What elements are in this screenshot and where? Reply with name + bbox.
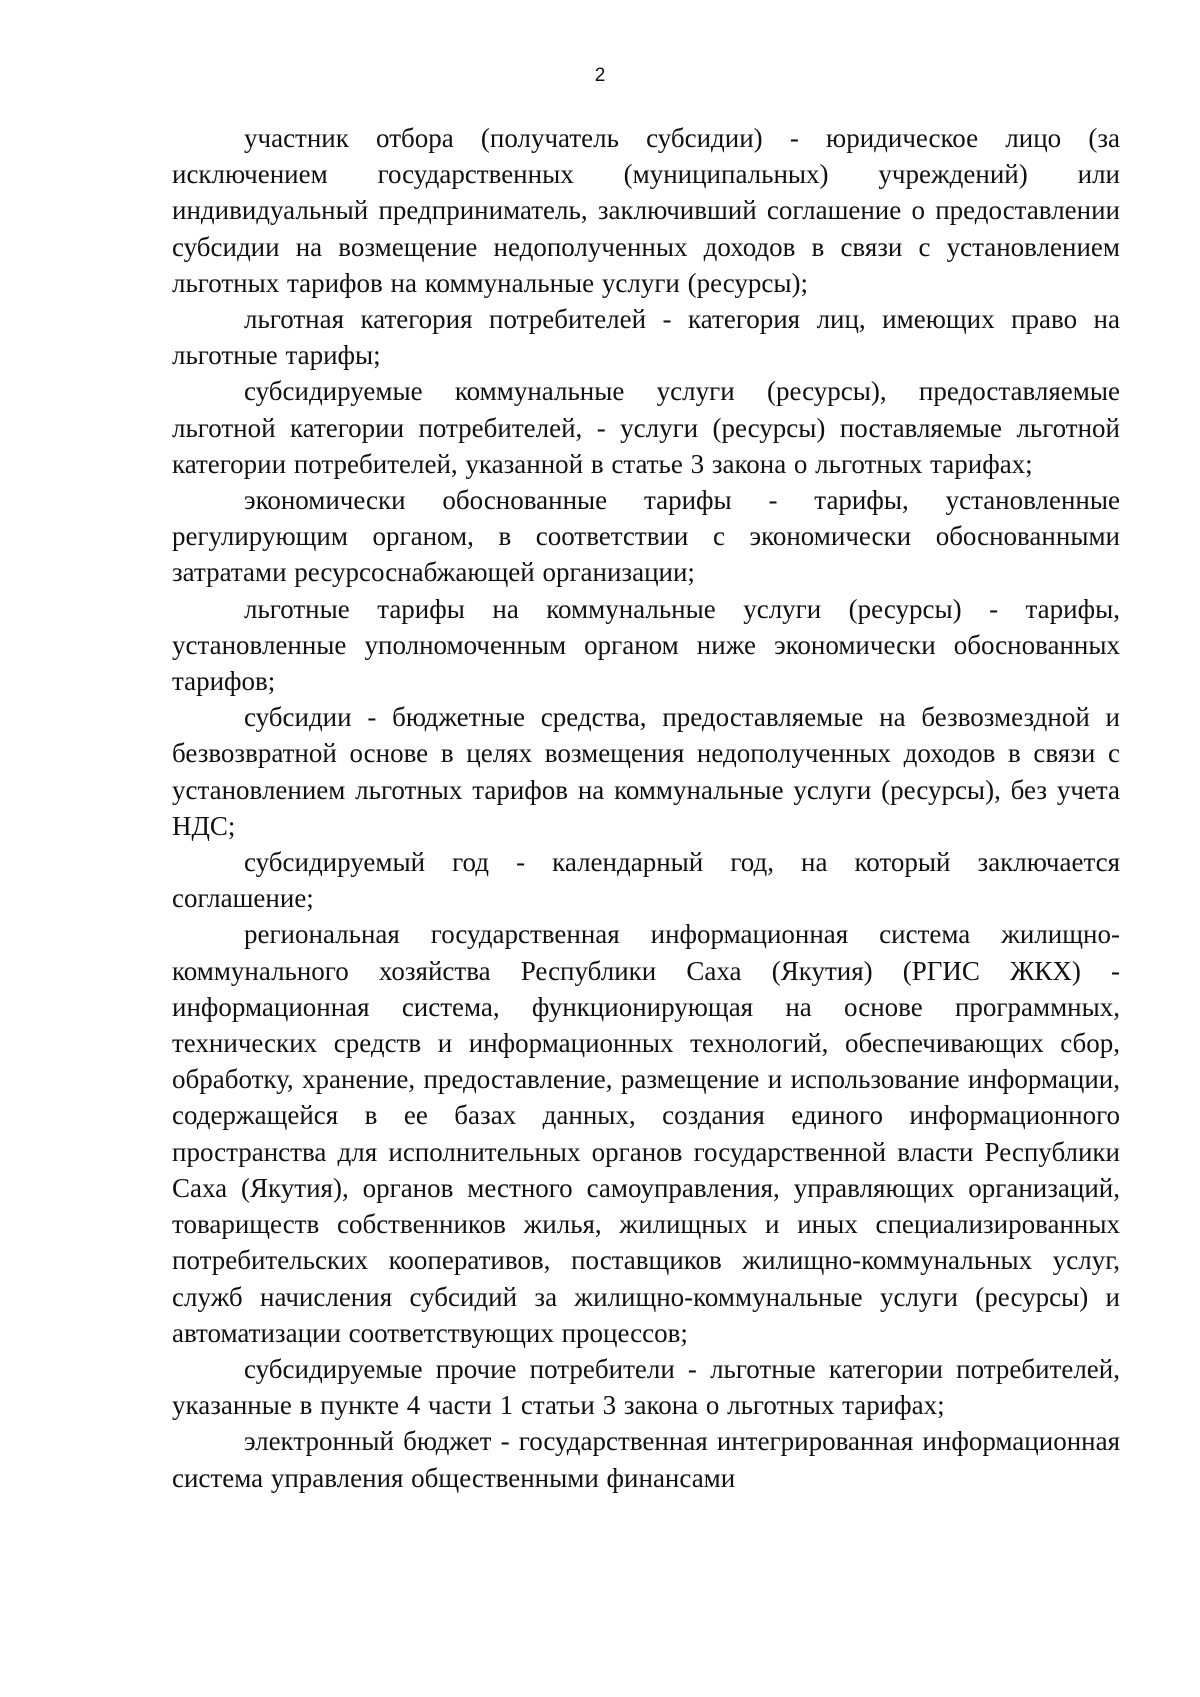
definition-recipient: участник отбора (получатель субсидии) - юридическое лицо (за исключением государственных (муниципальных) учреждений) или индивидуальный предприниматель, заключивший соглашение о предоставлении субсидии на возмещение недополученных доходов в связи с установлением льготных тарифов на коммунальные услуги (ресурсы);: [172, 123, 1120, 298]
definition-rgis-zhkh: региональная государственная информационная система жилищно-коммунального хозяйства Республики Саха (Якутия) (РГИС ЖКХ) - информационная система, функционирующая на основе программных, технических средств и информационных технологий, обеспечивающих сбор, обработку, хранение, предоставление, размещение и использование информации, содержащейся в ее базах данных, создания единого информационного пространства для исполнительных органов государственной власти Республики Саха (Якутия), органов местного самоуправления, управляющих организаций, товариществ собственников жилья, жилищных и иных специализированных потребительских кооперативов, поставщиков жилищно-коммунальных услуг, служб начисления субсидий за жилищно-коммунальные услуги (ресурсы) и автоматизации соответствующих процессов;: [172, 919, 1120, 1348]
definition-other-consumers: субсидируемые прочие потребители - льготные категории потребителей, указанные в пункте 4 части 1 статьи 3 закона о льготных тарифах;: [172, 1353, 1120, 1421]
definition-subsidized-services: субсидируемые коммунальные услуги (ресурсы), предоставляемые льготной категории потребителей, - услуги (ресурсы) поставляемые льготной категории потребителей, указанной в статье 3 закона о льготных тарифах;: [172, 376, 1120, 479]
page-number: 2: [594, 65, 606, 86]
definition-electronic-budget: электронный бюджет - государственная интегрированная информационная система управления общественными финансами: [172, 1426, 1120, 1493]
definition-privileged-tariffs: льготные тарифы на коммунальные услуги (ресурсы) - тарифы, установленные уполномоченным органом ниже экономически обоснованных тарифов;: [172, 593, 1120, 697]
definition-privileged-category: льготная категория потребителей - категория лиц, имеющих право на льготные тарифы;: [172, 304, 1120, 371]
definition-subsidies: субсидии - бюджетные средства, предоставляемые на безвозмездной и безвозвратной основе в целях возмещения недополученных доходов в связи с установлением льготных тарифов на коммунальные услуги (ресурсы), без учета НДС;: [172, 702, 1120, 841]
definition-subsidized-year: субсидируемый год - календарный год, на который заключается соглашение;: [172, 847, 1120, 914]
document-body: [172, 120, 1120, 1496]
definition-economic-tariffs: экономически обоснованные тарифы - тарифы, установленные регулирующим органом, в соответствии с экономически обоснованными затратами ресурсоснабжающей организации;: [172, 485, 1120, 588]
